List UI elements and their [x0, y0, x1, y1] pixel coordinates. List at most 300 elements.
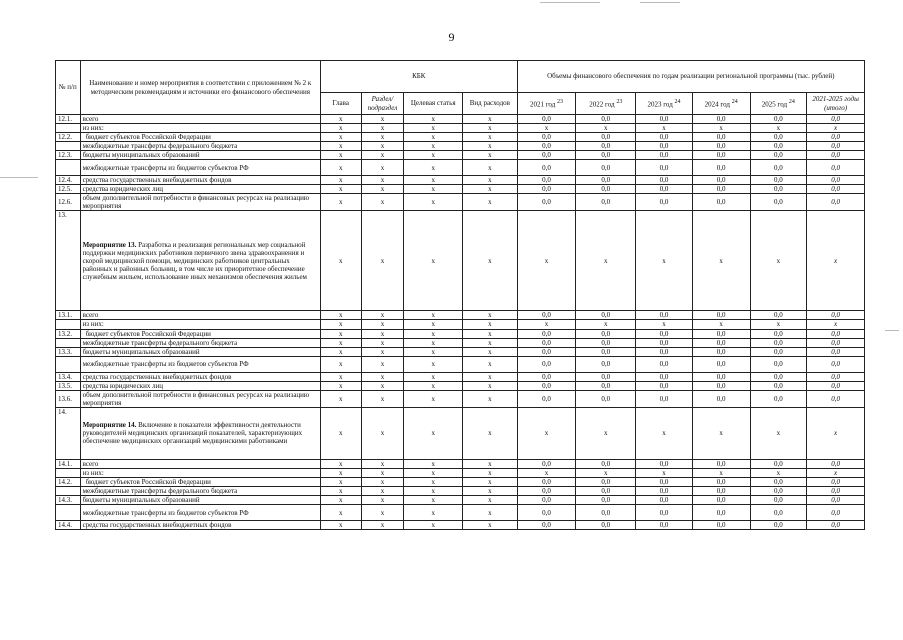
- row-name-text: из них:: [82, 468, 104, 477]
- kbk-cell: x: [320, 211, 361, 311]
- header-year-label: 2022 год: [589, 100, 615, 109]
- table-row: [56, 521, 865, 530]
- row-name: [80, 133, 320, 142]
- table-row: [56, 468, 865, 477]
- year-value-cell: 0,0: [692, 459, 750, 468]
- row-number: 12.3.: [56, 151, 81, 160]
- row-number: 13.: [56, 211, 81, 311]
- row-name: [80, 372, 320, 381]
- year-value-cell: 0,0: [636, 133, 693, 142]
- year-value-cell: 0,0: [750, 459, 807, 468]
- total-cell: 0,0: [807, 372, 865, 381]
- kbk-cell: x: [404, 311, 463, 320]
- kbk-cell: x: [463, 347, 518, 356]
- year-value-cell: 0,0: [750, 115, 807, 124]
- year-value-cell: 0,0: [692, 176, 750, 185]
- row-number: [56, 124, 81, 133]
- row-name: [80, 151, 320, 160]
- kbk-cell: x: [320, 390, 361, 407]
- header-kbk-3: Вид расходов: [463, 93, 518, 115]
- table-row: [56, 133, 865, 142]
- year-value-cell: x: [576, 124, 636, 133]
- kbk-cell: x: [404, 151, 463, 160]
- kbk-cell: x: [404, 356, 463, 372]
- year-value-cell: 0,0: [750, 185, 807, 194]
- year-value-cell: 0,0: [636, 356, 693, 372]
- row-number: 12.6.: [56, 194, 81, 211]
- year-value-cell: 0,0: [636, 381, 693, 390]
- kbk-cell: x: [404, 390, 463, 407]
- table-row: [56, 356, 865, 372]
- kbk-cell: x: [320, 133, 361, 142]
- year-value-cell: x: [517, 211, 576, 311]
- year-value-cell: 0,0: [576, 356, 636, 372]
- page-number: 9: [448, 30, 455, 44]
- measure-title: Мероприятие 14.: [82, 421, 137, 430]
- row-name-text: бюджет субъектов Российской Федерации: [85, 329, 211, 338]
- kbk-cell: x: [320, 160, 361, 176]
- table-row: [56, 320, 865, 329]
- year-value-cell: x: [576, 407, 636, 459]
- table-row: [56, 194, 865, 211]
- year-value-cell: 0,0: [517, 347, 576, 356]
- kbk-cell: x: [361, 390, 404, 407]
- year-value-cell: x: [517, 320, 576, 329]
- year-value-cell: 0,0: [750, 194, 807, 211]
- kbk-cell: x: [404, 115, 463, 124]
- year-value-cell: 0,0: [636, 486, 693, 495]
- table-row: [56, 381, 865, 390]
- year-value-cell: 0,0: [636, 521, 693, 530]
- total-cell: 0,0: [807, 176, 865, 185]
- year-value-cell: x: [692, 320, 750, 329]
- row-name: [80, 486, 320, 495]
- kbk-cell: x: [320, 521, 361, 530]
- total-cell: 0,0: [807, 356, 865, 372]
- row-number: [56, 356, 81, 372]
- kbk-cell: x: [463, 151, 518, 160]
- header-year-3: [692, 93, 750, 115]
- kbk-cell: x: [361, 160, 404, 176]
- year-value-cell: 0,0: [636, 459, 693, 468]
- kbk-cell: x: [404, 124, 463, 133]
- year-value-cell: 0,0: [576, 372, 636, 381]
- row-number: 13.3.: [56, 347, 81, 356]
- total-cell: 0,0: [807, 115, 865, 124]
- kbk-cell: x: [320, 477, 361, 486]
- row-number: 12.4.: [56, 176, 81, 185]
- row-name-text: объем дополнительной потребности в финансовых ресурсах на реализацию мероприятия: [82, 194, 310, 211]
- kbk-cell: x: [404, 160, 463, 176]
- year-value-cell: 0,0: [750, 372, 807, 381]
- year-value-cell: x: [750, 468, 807, 477]
- row-name: [80, 468, 320, 477]
- header-year-label: 2024 год: [704, 100, 730, 109]
- row-number: 12.1.: [56, 115, 81, 124]
- year-value-cell: 0,0: [750, 160, 807, 176]
- year-value-cell: 0,0: [750, 390, 807, 407]
- year-value-cell: 0,0: [750, 133, 807, 142]
- kbk-cell: x: [463, 459, 518, 468]
- year-value-cell: x: [750, 124, 807, 133]
- table-row: [56, 124, 865, 133]
- year-value-cell: 0,0: [576, 185, 636, 194]
- year-value-cell: 0,0: [576, 390, 636, 407]
- header-kbk-0: Глава: [320, 93, 361, 115]
- total-cell: 0,0: [807, 338, 865, 347]
- row-name-text: бюджеты муниципальных образований: [82, 347, 200, 356]
- table-row: [56, 347, 865, 356]
- year-value-cell: 0,0: [692, 115, 750, 124]
- header-year-footnote: 24: [788, 98, 795, 105]
- header-year-4: [750, 93, 807, 115]
- kbk-cell: x: [361, 381, 404, 390]
- total-cell: x: [807, 468, 865, 477]
- kbk-cell: x: [404, 459, 463, 468]
- year-value-cell: x: [636, 211, 693, 311]
- year-value-cell: x: [517, 468, 576, 477]
- kbk-cell: x: [361, 347, 404, 356]
- row-name-text: средства государственных внебюджетных фондов: [82, 372, 232, 381]
- kbk-cell: x: [463, 194, 518, 211]
- year-value-cell: x: [576, 468, 636, 477]
- table-row: [56, 390, 865, 407]
- kbk-cell: x: [404, 486, 463, 495]
- year-value-cell: 0,0: [692, 133, 750, 142]
- year-value-cell: 0,0: [517, 160, 576, 176]
- year-value-cell: 0,0: [636, 372, 693, 381]
- kbk-cell: x: [361, 459, 404, 468]
- row-name: [80, 320, 320, 329]
- header-year-footnote: 23: [557, 98, 564, 105]
- year-value-cell: 0,0: [576, 381, 636, 390]
- total-cell: 0,0: [807, 505, 865, 521]
- year-value-cell: 0,0: [636, 151, 693, 160]
- kbk-cell: x: [320, 338, 361, 347]
- kbk-cell: x: [320, 459, 361, 468]
- year-value-cell: 0,0: [517, 521, 576, 530]
- year-value-cell: x: [517, 124, 576, 133]
- kbk-cell: x: [404, 320, 463, 329]
- header-name: Наименование и номер мероприятия в соответствии с приложением № 2 к методическим рекомендациям и источники его финансового обеспечения: [80, 61, 320, 115]
- row-name-text: межбюджетные трансферты из бюджетов субъектов РФ: [82, 163, 249, 172]
- year-value-cell: x: [636, 468, 693, 477]
- year-value-cell: 0,0: [750, 505, 807, 521]
- year-value-cell: x: [517, 407, 576, 459]
- year-value-cell: 0,0: [576, 477, 636, 486]
- kbk-cell: x: [361, 194, 404, 211]
- kbk-cell: x: [404, 477, 463, 486]
- kbk-cell: x: [320, 329, 361, 338]
- kbk-cell: x: [463, 115, 518, 124]
- row-number: 14.2.: [56, 477, 81, 486]
- year-value-cell: 0,0: [576, 160, 636, 176]
- row-name-text: из них:: [82, 124, 104, 133]
- row-number: 13.2.: [56, 329, 81, 338]
- total-cell: x: [807, 124, 865, 133]
- year-value-cell: 0,0: [692, 347, 750, 356]
- kbk-cell: x: [404, 194, 463, 211]
- year-value-cell: 0,0: [692, 329, 750, 338]
- year-value-cell: 0,0: [692, 160, 750, 176]
- table-row: [56, 185, 865, 194]
- kbk-cell: x: [404, 142, 463, 151]
- kbk-cell: x: [361, 477, 404, 486]
- row-name-text: из них:: [82, 320, 104, 329]
- row-name: [80, 477, 320, 486]
- header-year-footnote: 24: [674, 98, 681, 105]
- year-value-cell: 0,0: [517, 372, 576, 381]
- measure-title: Мероприятие 13.: [82, 240, 137, 249]
- total-cell: x: [807, 320, 865, 329]
- kbk-cell: x: [463, 133, 518, 142]
- total-cell: 0,0: [807, 185, 865, 194]
- year-value-cell: 0,0: [750, 329, 807, 338]
- table-row: [56, 372, 865, 381]
- kbk-cell: x: [404, 176, 463, 185]
- kbk-cell: x: [463, 486, 518, 495]
- year-value-cell: 0,0: [692, 338, 750, 347]
- table-row: [56, 211, 865, 311]
- year-value-cell: 0,0: [692, 390, 750, 407]
- year-value-cell: x: [692, 211, 750, 311]
- table-row: [56, 311, 865, 320]
- kbk-cell: x: [463, 381, 518, 390]
- financing-table: [55, 60, 865, 530]
- row-number: 13.4.: [56, 372, 81, 381]
- kbk-cell: x: [361, 338, 404, 347]
- kbk-cell: x: [361, 372, 404, 381]
- kbk-cell: x: [361, 185, 404, 194]
- header-volumes: Объемы финансового обеспечения по годам реализации региональной программы (тыс. рублей): [517, 61, 864, 93]
- row-name-text: бюджет субъектов Российской Федерации: [85, 133, 211, 142]
- year-value-cell: x: [576, 211, 636, 311]
- year-value-cell: 0,0: [750, 142, 807, 151]
- kbk-cell: x: [361, 151, 404, 160]
- header-total: 2021-2025 годы (итого): [807, 93, 865, 115]
- header-year-footnote: 23: [616, 98, 623, 105]
- row-name: [80, 407, 320, 459]
- header-kbk-2: Целевая статья: [404, 93, 463, 115]
- year-value-cell: x: [692, 124, 750, 133]
- year-value-cell: 0,0: [576, 505, 636, 521]
- year-value-cell: 0,0: [576, 115, 636, 124]
- year-value-cell: 0,0: [517, 176, 576, 185]
- kbk-cell: x: [404, 407, 463, 459]
- total-cell: 0,0: [807, 347, 865, 356]
- year-value-cell: 0,0: [517, 311, 576, 320]
- year-value-cell: 0,0: [692, 486, 750, 495]
- table-row: [56, 151, 865, 160]
- total-cell: x: [807, 407, 865, 459]
- year-value-cell: 0,0: [517, 356, 576, 372]
- total-cell: 0,0: [807, 459, 865, 468]
- row-name-text: всего: [82, 459, 99, 468]
- row-name: [80, 115, 320, 124]
- row-number: [56, 486, 81, 495]
- row-name: [80, 124, 320, 133]
- kbk-cell: x: [463, 211, 518, 311]
- row-number: 12.5.: [56, 185, 81, 194]
- total-cell: 0,0: [807, 329, 865, 338]
- row-name: [80, 505, 320, 521]
- row-name-text: Разработка и реализация региональных мер социальной поддержки медицинских работников первичного звена здравоохранения и скорой медицинской помощи, медицинских работников центральных районных и районных больниц, в том числе их приоритетное обеспечение служебным жильем, использование иных механизмов обеспечения жильем: [82, 240, 307, 281]
- table-row: [56, 477, 865, 486]
- header-year-2: [636, 93, 693, 115]
- year-value-cell: 0,0: [576, 486, 636, 495]
- row-name-text: всего: [82, 311, 99, 320]
- table-row: [56, 486, 865, 495]
- row-name-text: средства юридических лиц: [82, 381, 164, 390]
- year-value-cell: 0,0: [692, 477, 750, 486]
- kbk-cell: x: [361, 329, 404, 338]
- total-cell: 0,0: [807, 160, 865, 176]
- year-value-cell: 0,0: [750, 381, 807, 390]
- header-kbk: КБК: [320, 61, 517, 93]
- year-value-cell: 0,0: [692, 372, 750, 381]
- year-value-cell: 0,0: [517, 329, 576, 338]
- header-num: № п/п: [56, 61, 81, 115]
- kbk-cell: x: [361, 407, 404, 459]
- kbk-cell: x: [361, 115, 404, 124]
- row-name-text: средства государственных внебюджетных фондов: [82, 521, 232, 530]
- year-value-cell: 0,0: [636, 496, 693, 505]
- kbk-cell: x: [463, 477, 518, 486]
- kbk-cell: x: [320, 468, 361, 477]
- kbk-cell: x: [404, 496, 463, 505]
- kbk-cell: x: [463, 185, 518, 194]
- kbk-cell: x: [320, 496, 361, 505]
- year-value-cell: 0,0: [636, 347, 693, 356]
- kbk-cell: x: [320, 347, 361, 356]
- kbk-cell: x: [320, 311, 361, 320]
- year-value-cell: x: [636, 407, 693, 459]
- row-number: 13.1.: [56, 311, 81, 320]
- kbk-cell: x: [361, 176, 404, 185]
- row-number: 13.5.: [56, 381, 81, 390]
- row-name: [80, 381, 320, 390]
- total-cell: 0,0: [807, 133, 865, 142]
- row-name: [80, 338, 320, 347]
- year-value-cell: 0,0: [517, 185, 576, 194]
- year-value-cell: 0,0: [517, 496, 576, 505]
- year-value-cell: 0,0: [750, 347, 807, 356]
- total-cell: 0,0: [807, 521, 865, 530]
- year-value-cell: 0,0: [576, 311, 636, 320]
- year-value-cell: 0,0: [692, 185, 750, 194]
- kbk-cell: x: [463, 320, 518, 329]
- year-value-cell: 0,0: [692, 151, 750, 160]
- total-cell: 0,0: [807, 486, 865, 495]
- kbk-cell: x: [463, 160, 518, 176]
- year-value-cell: 0,0: [636, 185, 693, 194]
- year-value-cell: 0,0: [636, 477, 693, 486]
- kbk-cell: x: [404, 347, 463, 356]
- year-value-cell: x: [576, 320, 636, 329]
- row-number: 12.2.: [56, 133, 81, 142]
- kbk-cell: x: [463, 356, 518, 372]
- row-name-text: межбюджетные трансферты федерального бюджета: [82, 486, 238, 495]
- year-value-cell: 0,0: [636, 338, 693, 347]
- total-cell: 0,0: [807, 194, 865, 211]
- kbk-cell: x: [404, 338, 463, 347]
- year-value-cell: 0,0: [692, 521, 750, 530]
- year-value-cell: 0,0: [517, 133, 576, 142]
- year-value-cell: 0,0: [750, 496, 807, 505]
- year-value-cell: 0,0: [576, 521, 636, 530]
- kbk-cell: x: [463, 124, 518, 133]
- kbk-cell: x: [404, 185, 463, 194]
- row-number: [56, 160, 81, 176]
- year-value-cell: 0,0: [636, 176, 693, 185]
- year-value-cell: 0,0: [517, 151, 576, 160]
- table-row: [56, 176, 865, 185]
- year-value-cell: 0,0: [517, 381, 576, 390]
- total-cell: 0,0: [807, 311, 865, 320]
- kbk-cell: x: [320, 176, 361, 185]
- row-name: [80, 160, 320, 176]
- kbk-cell: x: [320, 185, 361, 194]
- total-cell: 0,0: [807, 142, 865, 151]
- row-name: [80, 356, 320, 372]
- total-cell: 0,0: [807, 390, 865, 407]
- kbk-cell: x: [361, 505, 404, 521]
- year-value-cell: 0,0: [517, 142, 576, 151]
- kbk-cell: x: [320, 124, 361, 133]
- year-value-cell: 0,0: [576, 142, 636, 151]
- row-number: 13.6.: [56, 390, 81, 407]
- kbk-cell: x: [361, 496, 404, 505]
- row-name: [80, 185, 320, 194]
- kbk-cell: x: [404, 133, 463, 142]
- year-value-cell: 0,0: [576, 347, 636, 356]
- kbk-cell: x: [463, 311, 518, 320]
- row-name: [80, 311, 320, 320]
- row-name-text: межбюджетные трансферты федерального бюджета: [82, 338, 238, 347]
- total-cell: x: [807, 211, 865, 311]
- kbk-cell: x: [463, 329, 518, 338]
- kbk-cell: x: [404, 372, 463, 381]
- year-value-cell: 0,0: [692, 496, 750, 505]
- total-cell: 0,0: [807, 381, 865, 390]
- row-name: [80, 142, 320, 151]
- row-name: [80, 521, 320, 530]
- row-name: [80, 329, 320, 338]
- year-value-cell: 0,0: [750, 338, 807, 347]
- row-name-text: бюджет субъектов Российской Федерации: [85, 477, 211, 486]
- kbk-cell: x: [361, 311, 404, 320]
- row-name-text: межбюджетные трансферты из бюджетов субъектов РФ: [82, 360, 249, 369]
- year-value-cell: 0,0: [517, 115, 576, 124]
- year-value-cell: 0,0: [750, 486, 807, 495]
- kbk-cell: x: [404, 468, 463, 477]
- year-value-cell: 0,0: [692, 311, 750, 320]
- year-value-cell: 0,0: [750, 151, 807, 160]
- row-number: [56, 468, 81, 477]
- kbk-cell: x: [463, 505, 518, 521]
- year-value-cell: 0,0: [576, 133, 636, 142]
- year-value-cell: 0,0: [636, 160, 693, 176]
- row-name: [80, 390, 320, 407]
- table-row: [56, 459, 865, 468]
- year-value-cell: x: [636, 320, 693, 329]
- row-name-text: межбюджетные трансферты федерального бюджета: [82, 142, 238, 151]
- kbk-cell: x: [361, 124, 404, 133]
- kbk-cell: x: [463, 496, 518, 505]
- kbk-cell: x: [320, 372, 361, 381]
- kbk-cell: x: [320, 407, 361, 459]
- table-row: [56, 496, 865, 505]
